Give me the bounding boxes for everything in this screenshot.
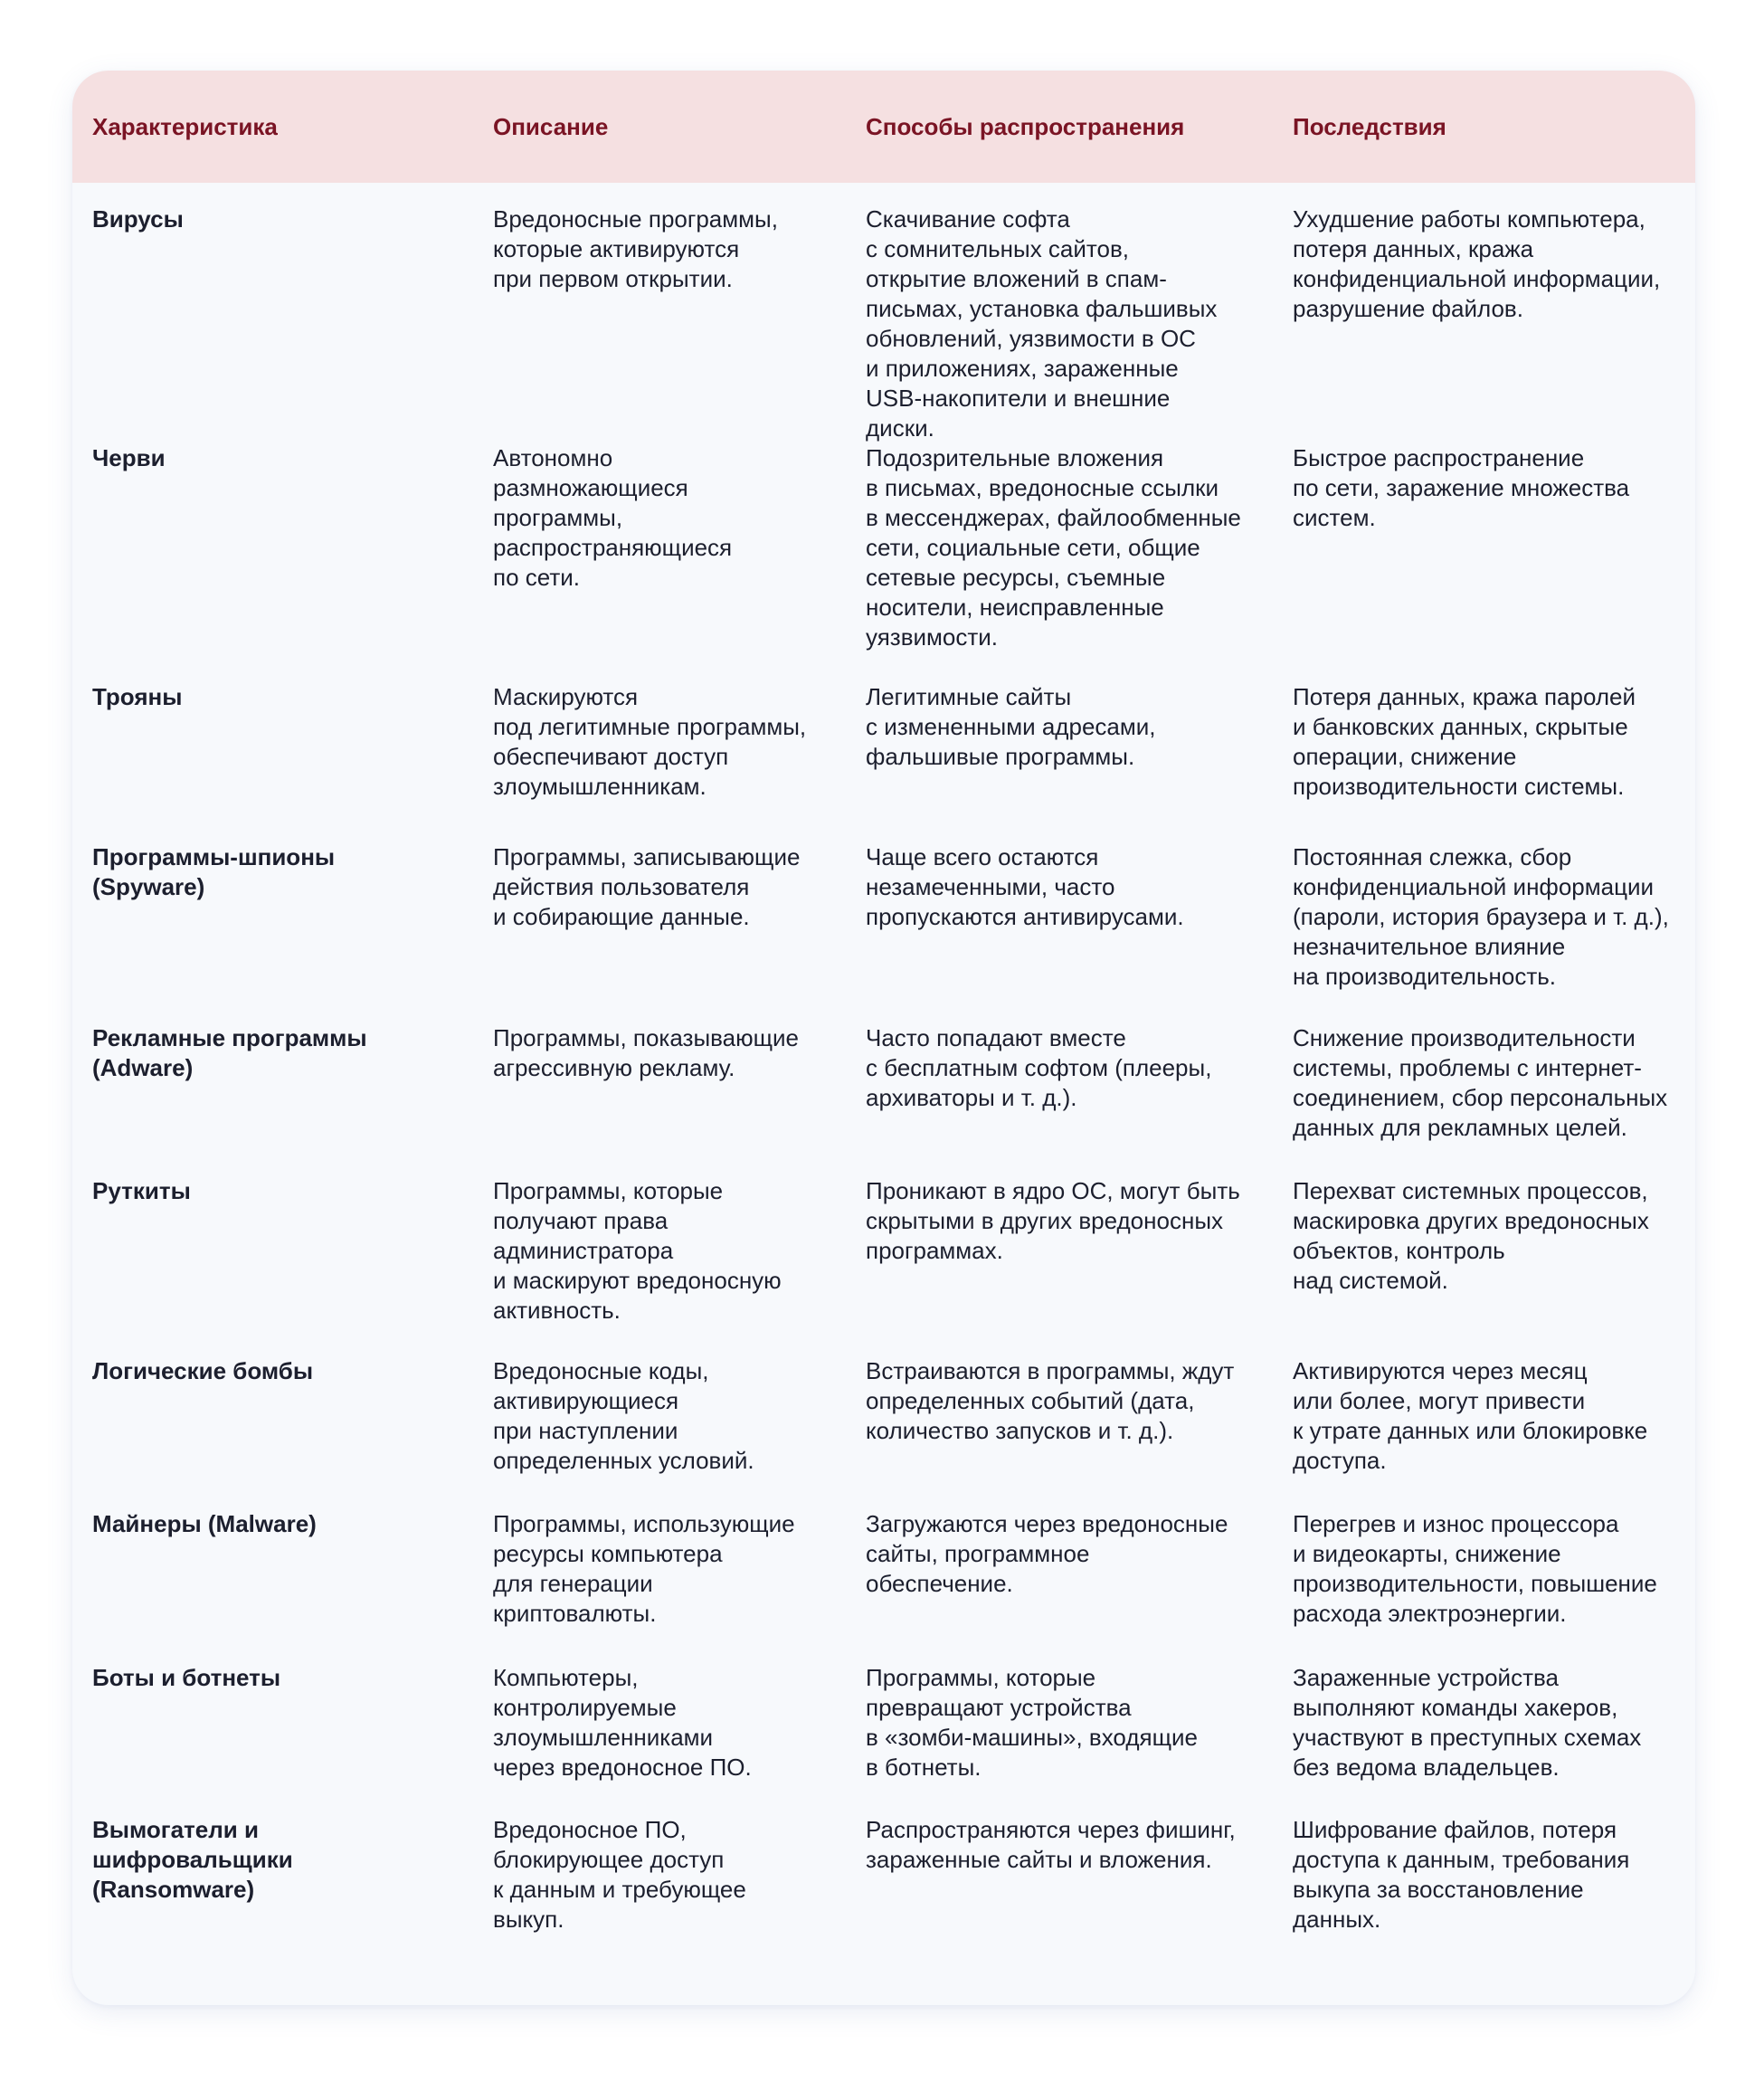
row-spread-cell (846, 682, 1273, 842)
row-name: Майнеры (Malware) (92, 1510, 317, 1537)
row-consequences: Снижение производительности системы, проблемы с интернет- соединением, сбор персональных данных для рекламных целей. (1293, 1024, 1668, 1141)
row-description: Программы, использующие ресурсы компьютера для генерации криптовалюты. (493, 1510, 795, 1627)
row-spread: Подозрительные вложения в письмах, вредоносные ссылки в мессенджерах, файлообменные сети, социальные сети, общие сетевые ресурсы, съемные носители, неисправленные уязвимости. (866, 444, 1241, 651)
row-name-cell (72, 1356, 473, 1509)
row-name: Программы-шпионы (Spyware) (92, 843, 336, 900)
header-characteristic: Характеристика (92, 112, 278, 140)
row-description-cell (473, 1509, 846, 1663)
row-spread-cell (846, 1176, 1273, 1356)
row-description-cell (473, 1356, 846, 1509)
row-name: Вирусы (92, 205, 184, 233)
table-row (72, 1176, 1695, 1356)
row-consequences: Потеря данных, кража паролей и банковских данных, скрытые операции, снижение производительности системы. (1293, 683, 1636, 800)
row-spread: Скачивание софта с сомнительных сайтов, открытие вложений в спам- письмах, установка фальшивых обновлений, уязвимости в ОС и приложениях, зараженные USB-накопители и внешние диски. (866, 205, 1218, 442)
row-name-cell (72, 1663, 473, 1815)
table-row (72, 682, 1695, 842)
row-name-cell (72, 1023, 473, 1176)
row-description: Маскируются под легитимные программы, обеспечивают доступ злоумышленникам. (493, 683, 807, 800)
row-description-cell (473, 1023, 846, 1176)
row-name-cell (72, 1176, 473, 1356)
table-row (72, 183, 1695, 443)
row-name: Рекламные программы (Adware) (92, 1024, 367, 1081)
header-spread-methods: Способы распространения (866, 112, 1185, 140)
row-description-cell (473, 682, 846, 842)
table-row (72, 842, 1695, 1023)
row-description: Программы, записывающие действия пользователя и собирающие данные. (493, 843, 801, 930)
row-consequences-cell (1273, 1356, 1695, 1509)
row-consequences-cell (1273, 682, 1695, 842)
row-spread: Распространяются через фишинг, зараженные сайты и вложения. (866, 1816, 1236, 1873)
malware-comparison-table (72, 71, 1695, 2005)
row-description: Компьютеры, контролируемые злоумышленниками через вредоносное ПО. (493, 1664, 752, 1781)
row-name: Логические бомбы (92, 1357, 314, 1384)
row-description-cell (473, 183, 846, 443)
row-consequences-cell (1273, 183, 1695, 443)
row-name-cell (72, 1815, 473, 2005)
row-name: Трояны (92, 683, 183, 710)
row-consequences: Постоянная слежка, сбор конфиденциальной информации (пароли, история браузера и т. д.), незначительное влияние на производительность. (1293, 843, 1669, 990)
table-header-row (72, 71, 1695, 183)
row-consequences-cell (1273, 443, 1695, 682)
row-spread-cell (846, 1663, 1273, 1815)
row-consequences: Быстрое распространение по сети, заражение множества систем. (1293, 444, 1630, 531)
table-row (72, 1023, 1695, 1176)
row-consequences-cell (1273, 1663, 1695, 1815)
row-name-cell (72, 183, 473, 443)
row-name: Вымогатели и шифровальщики (Ransomware) (92, 1816, 293, 1903)
row-spread: Встраиваются в программы, ждут определенных событий (дата, количество запусков и т. д.). (866, 1357, 1235, 1444)
row-consequences: Активируются через месяц или более, могут привести к утрате данных или блокировке доступа. (1293, 1357, 1648, 1474)
header-description: Описание (493, 112, 609, 140)
table-row (72, 1356, 1695, 1509)
row-spread-cell (846, 183, 1273, 443)
row-spread-cell (846, 1815, 1273, 2005)
row-description-cell (473, 1176, 846, 1356)
row-name-cell (72, 1509, 473, 1663)
row-consequences: Зараженные устройства выполняют команды хакеров, участвуют в преступных схемах без ведома владельцев. (1293, 1664, 1642, 1781)
row-spread-cell (846, 1509, 1273, 1663)
row-spread-cell (846, 1023, 1273, 1176)
row-name: Боты и ботнеты (92, 1664, 281, 1691)
row-name: Черви (92, 444, 166, 471)
row-consequences-cell (1273, 1815, 1695, 2005)
row-consequences-cell (1273, 842, 1695, 1023)
table-row (72, 1815, 1695, 2005)
row-name-cell (72, 842, 473, 1023)
row-consequences: Перехват системных процессов, маскировка других вредоносных объектов, контроль над системой. (1293, 1177, 1649, 1294)
row-consequences: Шифрование файлов, потеря доступа к данным, требования выкупа за восстановление данных. (1293, 1816, 1630, 1933)
row-spread: Легитимные сайты с измененными адресами, фальшивые программы. (866, 683, 1156, 770)
row-description: Вредоносное ПО, блокирующее доступ к данным и требующее выкуп. (493, 1816, 746, 1933)
row-description-cell (473, 1815, 846, 2005)
row-description: Вредоносные коды, активирующиеся при наступлении определенных условий. (493, 1357, 754, 1474)
table-row (72, 1663, 1695, 1815)
row-description: Автономно размножающиеся программы, распространяющиеся по сети. (493, 444, 733, 591)
row-spread-cell (846, 842, 1273, 1023)
row-description: Программы, которые получают права администратора и маскируют вредоносную активность. (493, 1177, 782, 1324)
table-row (72, 443, 1695, 682)
row-spread-cell (846, 1356, 1273, 1509)
malware-table-card (72, 71, 1695, 2005)
row-spread: Чаще всего остаются незамеченными, часто пропускаются антивирусами. (866, 843, 1184, 930)
row-consequences: Перегрев и износ процессора и видеокарты, снижение производительности, повышение расхода электроэнергии. (1293, 1510, 1657, 1627)
row-name-cell (72, 682, 473, 842)
row-spread: Проникают в ядро ОС, могут быть скрытыми в других вредоносных программах. (866, 1177, 1240, 1264)
row-name: Руткиты (92, 1177, 191, 1204)
row-spread-cell (846, 443, 1273, 682)
row-consequences: Ухудшение работы компьютера, потеря данных, кража конфиденциальной информации, разрушение файлов. (1293, 205, 1661, 322)
row-spread: Загружаются через вредоносные сайты, программное обеспечение. (866, 1510, 1228, 1597)
row-consequences-cell (1273, 1023, 1695, 1176)
row-consequences-cell (1273, 1509, 1695, 1663)
table-row (72, 1509, 1695, 1663)
row-description-cell (473, 443, 846, 682)
row-consequences-cell (1273, 1176, 1695, 1356)
row-description: Вредоносные программы, которые активируются при первом открытии. (493, 205, 778, 292)
row-name-cell (72, 443, 473, 682)
row-description-cell (473, 842, 846, 1023)
header-consequences: Последствия (1293, 112, 1446, 140)
row-spread: Часто попадают вместе с бесплатным софтом (плееры, архиваторы и т. д.). (866, 1024, 1212, 1111)
row-spread: Программы, которые превращают устройства в «зомби-машины», входящие в ботнеты. (866, 1664, 1198, 1781)
row-description: Программы, показывающие агрессивную рекламу. (493, 1024, 800, 1081)
row-description-cell (473, 1663, 846, 1815)
